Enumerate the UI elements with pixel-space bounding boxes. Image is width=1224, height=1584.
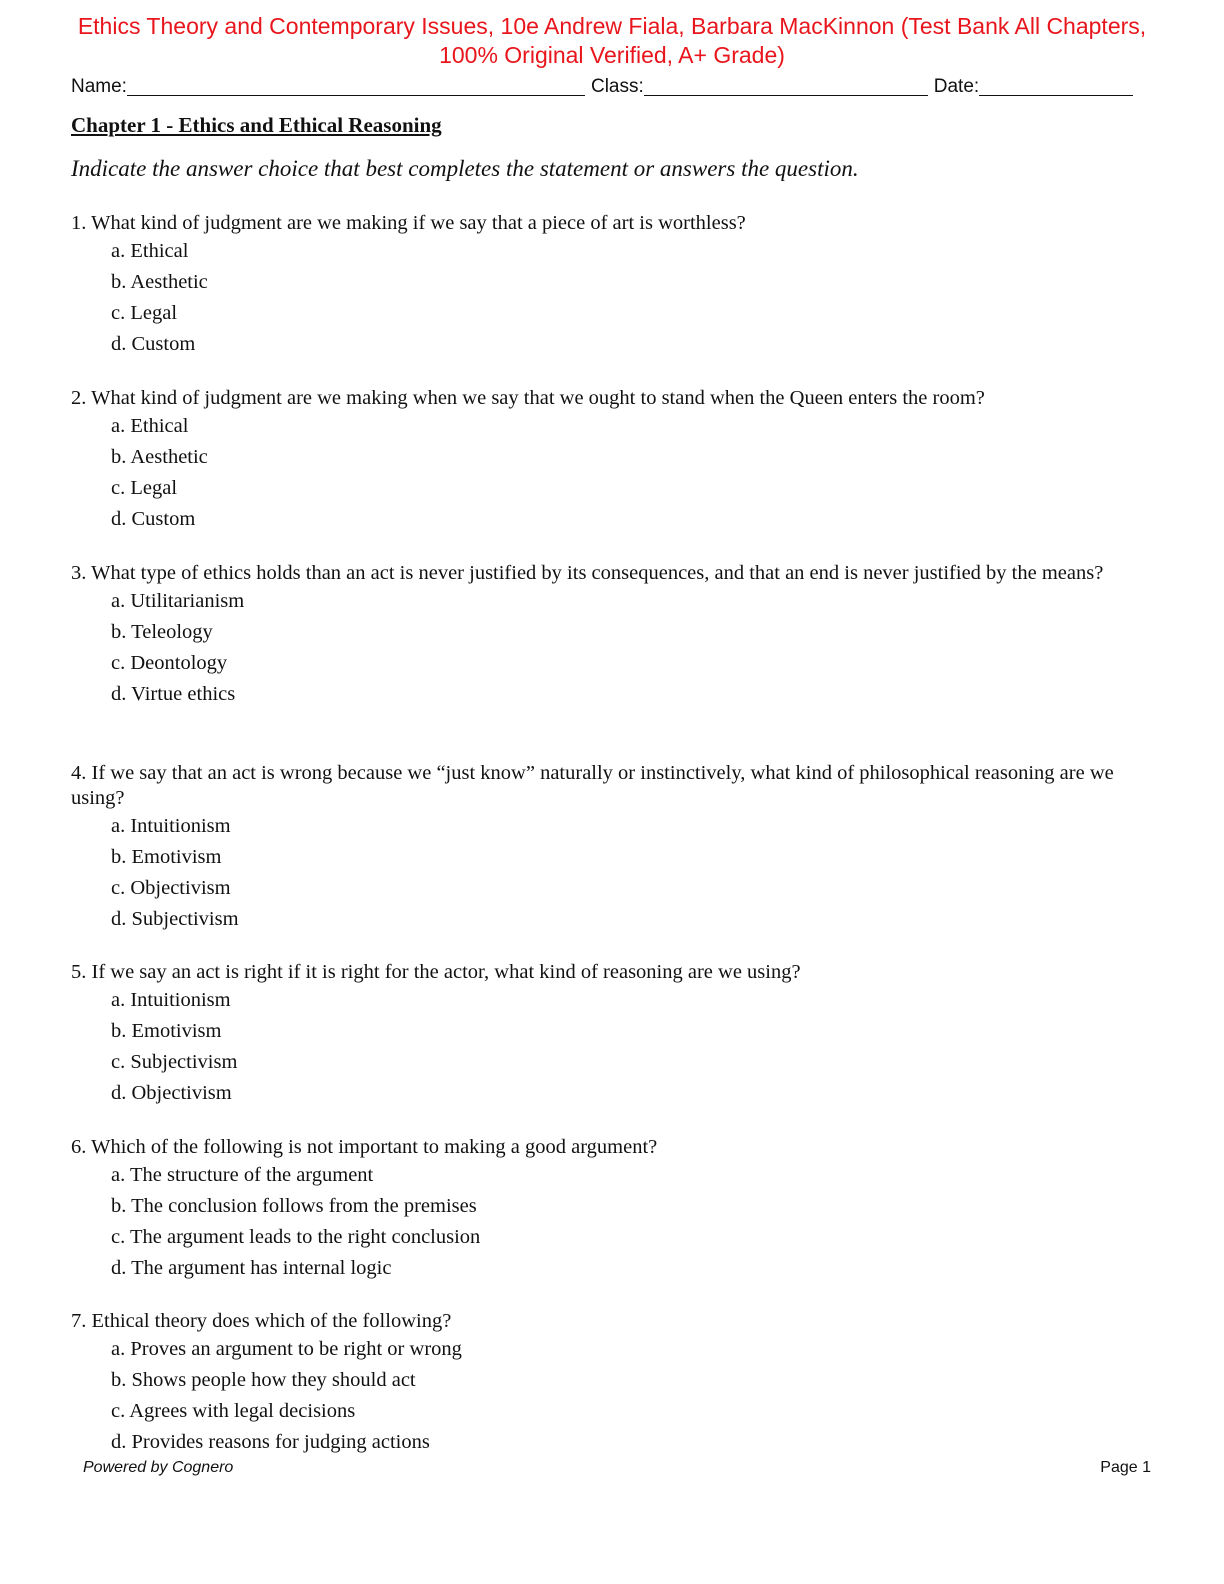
option-c: c. Legal (111, 302, 178, 324)
banner-line-1: Ethics Theory and Contemporary Issues, 10e Andrew Fiala, Barbara MacKinnon (Test Bank All Chapters, (77, 13, 1147, 39)
option-c: c. The argument leads to the right conclusion (111, 1226, 481, 1248)
option-b: b. Aesthetic (111, 271, 208, 293)
class-label: Class: (590, 76, 644, 97)
option-b: b. Shows people how they should act (111, 1369, 416, 1391)
page-number: Page 1 (1100, 1459, 1151, 1476)
question-text: 6. Which of the following is not important to making a good argument? (71, 1136, 658, 1158)
question-4 (71, 761, 1151, 935)
question-7 (71, 1309, 1151, 1458)
option-c: c. Legal (111, 477, 178, 499)
option-b: b. The conclusion follows from the premises (111, 1195, 477, 1217)
option-a: a. Proves an argument to be right or wrong (111, 1338, 462, 1360)
date-label: Date: (933, 76, 980, 97)
question-3 (71, 561, 1151, 710)
option-d: d. The argument has internal logic (111, 1257, 392, 1279)
question-text: 4. If we say that an act is wrong because we “just know” naturally or instinctively, what kind of philosophical reasoning are we using? (71, 762, 1114, 809)
option-b: b. Emotivism (111, 1020, 222, 1042)
student-info-line (71, 72, 1143, 98)
option-b: b. Aesthetic (111, 446, 208, 468)
option-c: c. Objectivism (111, 877, 231, 899)
question-1 (71, 211, 1151, 360)
option-a: a. Utilitarianism (111, 590, 245, 612)
option-d: d. Subjectivism (111, 908, 239, 930)
question-text: 5. If we say an act is right if it is right for the actor, what kind of reasoning are we using? (71, 961, 801, 983)
option-a: a. Ethical (111, 415, 189, 437)
option-d: d. Custom (111, 508, 196, 530)
option-a: a. Intuitionism (111, 989, 231, 1011)
option-c: c. Agrees with legal decisions (111, 1400, 356, 1422)
option-a: a. The structure of the argument (111, 1164, 374, 1186)
class-field[interactable] (644, 75, 928, 96)
name-label: Name: (71, 76, 127, 97)
question-text: 1. What kind of judgment are we making if we say that a piece of art is worthless? (71, 212, 746, 234)
option-d: d. Objectivism (111, 1082, 232, 1104)
powered-by-text: Powered by Cognero (83, 1459, 234, 1476)
instructions: Indicate the answer choice that best completes the statement or answers the question. (71, 156, 859, 181)
question-5 (71, 960, 1151, 1109)
option-d: d. Virtue ethics (111, 683, 236, 705)
question-text: 2. What kind of judgment are we making when we say that we ought to stand when the Queen enters the room? (71, 387, 985, 409)
question-text: 7. Ethical theory does which of the following? (71, 1310, 452, 1332)
banner-line-2: 100% Original Verified, A+ Grade) (439, 42, 785, 68)
date-field[interactable] (979, 75, 1133, 96)
option-a: a. Intuitionism (111, 815, 231, 837)
question-text: 3. What type of ethics holds than an act is never justified by its consequences, and that an end is never justified by the means? (71, 562, 1104, 584)
name-field[interactable] (127, 75, 585, 96)
document-banner (20, 12, 1204, 70)
option-c: c. Subjectivism (111, 1051, 238, 1073)
question-2 (71, 386, 1151, 535)
option-b: b. Emotivism (111, 846, 222, 868)
option-b: b. Teleology (111, 621, 213, 643)
chapter-title: Chapter 1 - Ethics and Ethical Reasoning (71, 113, 442, 137)
option-d: d. Provides reasons for judging actions (111, 1431, 430, 1453)
question-6 (71, 1135, 1151, 1284)
option-c: c. Deontology (111, 652, 228, 674)
option-d: d. Custom (111, 333, 196, 355)
option-a: a. Ethical (111, 240, 189, 262)
